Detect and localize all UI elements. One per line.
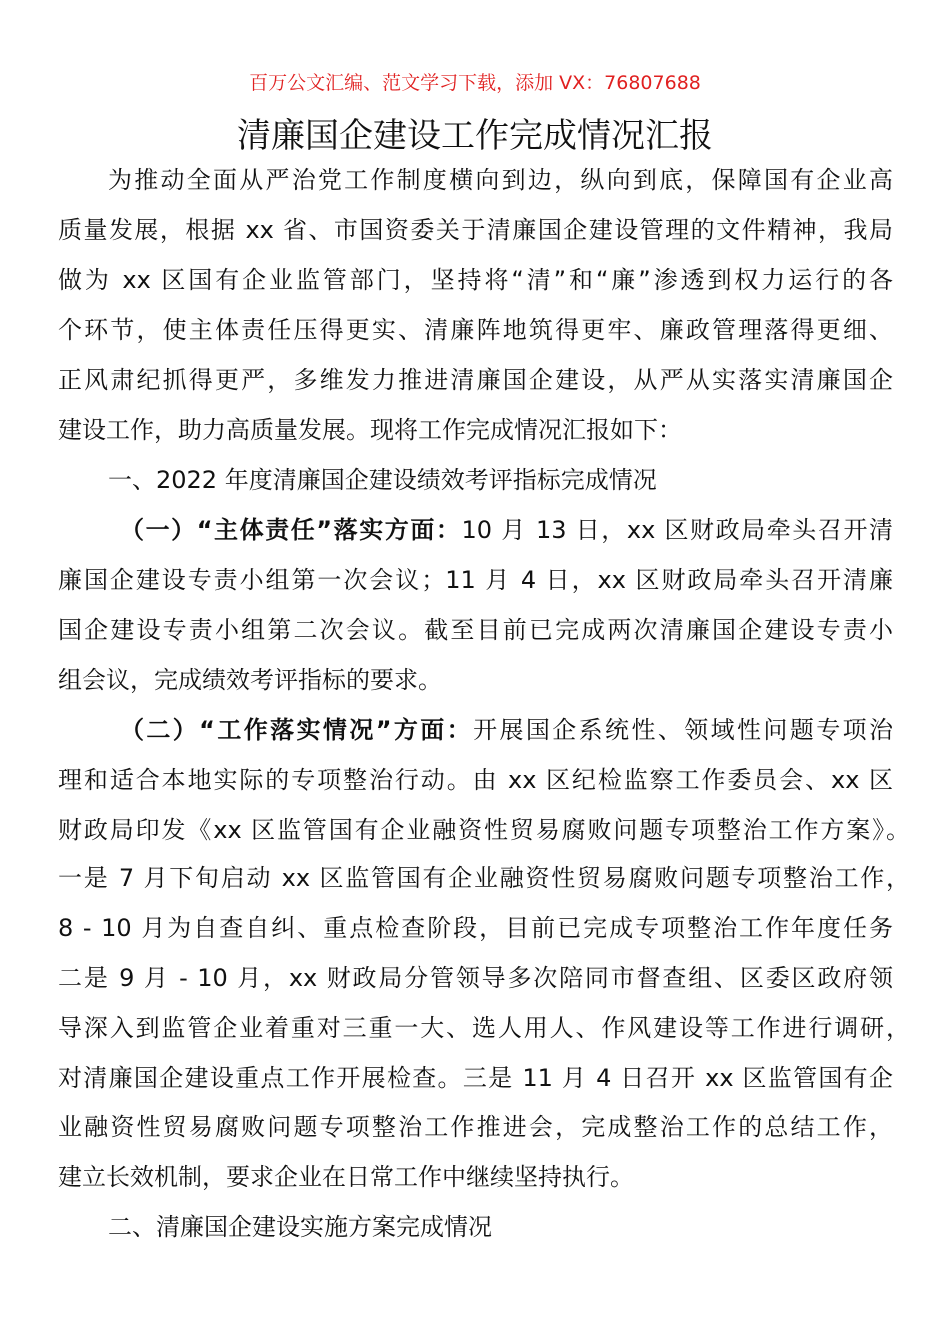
text-line bbox=[108, 165, 893, 195]
line-text: 建立长效机制，要求企业在日常工作中继续坚持执行。 bbox=[58, 1163, 634, 1191]
text-line bbox=[58, 1063, 893, 1093]
text-line bbox=[58, 963, 893, 993]
line-text: 8 - 10 月为自查自纠、重点检查阶段，目前已完成专项整治工作年度任务 bbox=[58, 914, 893, 942]
line-text: 一、2022 年度清廉国企建设绩效考评指标完成情况 bbox=[108, 466, 657, 494]
text-line bbox=[58, 863, 910, 893]
text-line bbox=[58, 315, 893, 345]
line-text: 导深入到监管企业着重对三重一大、选人用人、作风建设等工作进行调研， bbox=[58, 1014, 910, 1042]
text-line bbox=[58, 415, 893, 445]
line-text: 个环节，使主体责任压得更实、清廉阵地筑得更牢、廉政管理落得更细、 bbox=[58, 316, 893, 344]
text-line bbox=[120, 715, 893, 745]
text-line bbox=[120, 515, 893, 545]
text-line bbox=[58, 1112, 893, 1142]
text-line bbox=[58, 1013, 910, 1043]
line-text: 一是 7 月下旬启动 xx 区监管国有企业融资性贸易腐败问题专项整治工作， bbox=[58, 864, 910, 892]
line-text: 财政局印发《xx 区监管国有企业融资性贸易腐败问题专项整治工作方案》。 bbox=[58, 816, 910, 844]
line-text: 建设工作，助力高质量发展。现将工作完成情况汇报如下： bbox=[58, 416, 682, 444]
text-line bbox=[58, 615, 893, 645]
line-text: 国企建设专责小组第二次会议。截至目前已完成两次清廉国企建设专责小 bbox=[58, 616, 893, 644]
line-text: 二、清廉国企建设实施方案完成情况 bbox=[108, 1213, 492, 1241]
text-line bbox=[58, 265, 893, 295]
line-text: 质量发展，根据 xx 省、市国资委关于清廉国企建设管理的文件精神，我局 bbox=[58, 216, 893, 244]
line-text: 为推动全面从严治党工作制度横向到边，纵向到底，保障国有企业高 bbox=[108, 166, 893, 194]
line-text: 业融资性贸易腐败问题专项整治工作推进会，完成整治工作的总结工作， bbox=[58, 1113, 893, 1141]
text-line bbox=[108, 1212, 893, 1242]
bold-heading: （一）“主体责任”落实方面： bbox=[120, 516, 462, 544]
line-text: 廉国企建设专责小组第一次会议；11 月 4 日，xx 区财政局牵头召开清廉 bbox=[58, 566, 893, 594]
line-text: 开展国企系统性、领域性问题专项治 bbox=[473, 716, 894, 744]
line-text: 理和适合本地实际的专项整治行动。由 xx 区纪检监察工作委员会、xx 区 bbox=[58, 766, 893, 794]
text-line bbox=[58, 565, 893, 595]
line-text: 组会议，完成绩效考评指标的要求。 bbox=[58, 666, 442, 694]
text-line bbox=[58, 1162, 893, 1192]
line-text: 10 月 13 日，xx 区财政局牵头召开清 bbox=[461, 516, 894, 544]
line-text: 正风肃纪抓得更严，多维发力推进清廉国企建设，从严从实落实清廉国企 bbox=[58, 366, 893, 394]
document-title: 清廉国企建设工作完成情况汇报 bbox=[237, 116, 713, 156]
text-line bbox=[58, 815, 910, 845]
text-line bbox=[58, 765, 893, 795]
line-text: 对清廉国企建设重点工作开展检查。三是 11 月 4 日召开 xx 区监管国有企 bbox=[58, 1064, 893, 1092]
text-line bbox=[58, 665, 893, 695]
line-text: 做为 xx 区国有企业监管部门，坚持将“清”和“廉”渗透到权力运行的各 bbox=[58, 266, 893, 294]
text-line bbox=[58, 913, 893, 943]
text-line bbox=[58, 365, 893, 395]
bold-heading: （二）“工作落实情况”方面： bbox=[120, 716, 474, 744]
line-text: 二是 9 月 - 10 月，xx 财政局分管领导多次陪同市督查组、区委区政府领 bbox=[58, 964, 893, 992]
text-line bbox=[108, 465, 893, 495]
watermark-banner: 百万公文汇编、范文学习下载，添加 VX：76807688 bbox=[249, 72, 701, 94]
text-line bbox=[58, 215, 893, 245]
